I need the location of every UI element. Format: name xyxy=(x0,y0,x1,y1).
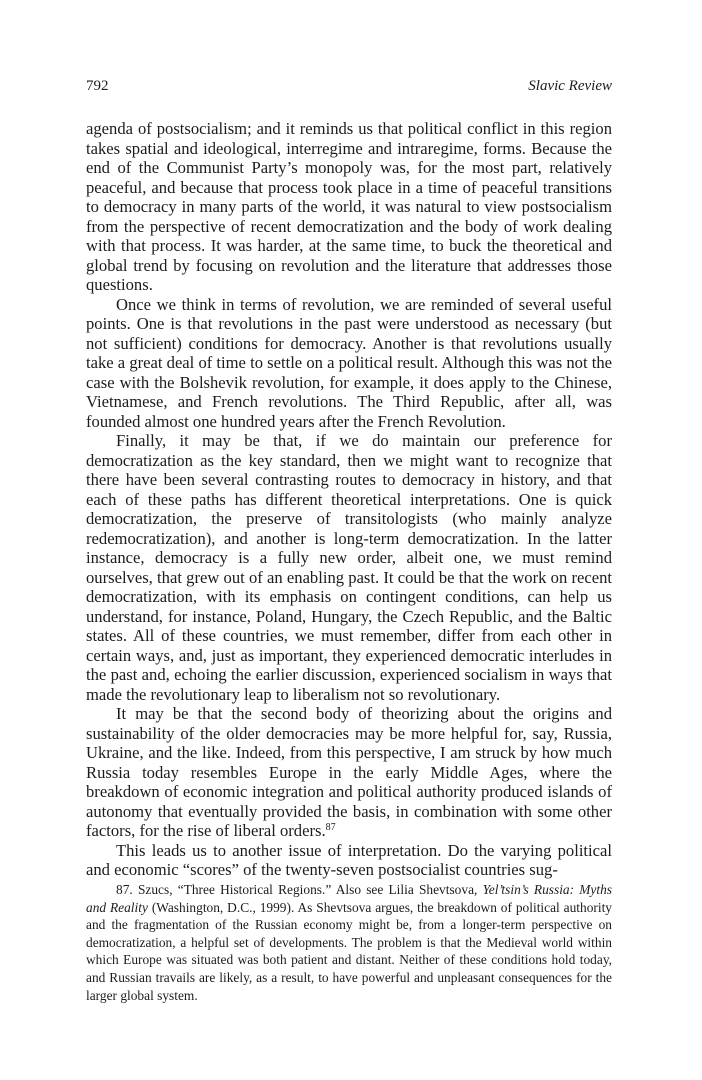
footnote-number: 87. xyxy=(116,882,133,897)
journal-title: Slavic Review xyxy=(528,78,612,94)
paragraph-5: This leads us to another issue of interpretation. Do the varying political and economic “scores” of the twenty-seven postsocialist countries sug- xyxy=(86,840,612,879)
footnote-book-title: Yel’tsin’s Russia: Myths and Reality xyxy=(86,882,612,915)
paragraph-2: Once we think in terms of revolution, we are reminded of several useful points. One is that revolutions in the past were understood as necessary (but not sufficient) conditions for democracy. Another is that revolutions usually take a great deal of time to settle on a political result. Although this was not the case with the Bolshevik revolution, for example, it does apply to the Chinese, Vietnamese, and French revolutions. The Third Republic, after all, was founded almost one hundred years after the French Revolution. xyxy=(86,294,612,431)
footnote-text-lead: Szucs, “Three Historical Regions.” Also see Lilia Shevtsova, xyxy=(137,882,478,897)
page-number: 792 xyxy=(86,78,109,94)
paragraph-3: Finally, it may be that, if we do maintain our preference for democratization as the key standard, then we might want to recognize that there have been several contrasting routes to democracy in history, and that each of these paths has different theoretical interpretations. One is quick democratization, the preserve of transitologists (who mainly analyze redemocratization), and another is long-term democratization. In the latter instance, democracy is a fully new order, albeit one, we must remind ourselves, that grew out of an enabling past. It could be that the work on recent democratization, with its emphasis on contingent conditions, can help us understand, for instance, Poland, Hungary, the Czech Republic, and the Baltic states. All of these countries, we must remember, differ from each other in certain ways, and, just as important, they experienced democratic interludes in the past and, echoing the earlier discussion, experienced socialism in ways that made the revolutionary leap to liberalism not so revolutionary. xyxy=(86,431,612,704)
running-header xyxy=(86,78,612,100)
footnote-87 xyxy=(86,881,612,1004)
footnote-reference: 87 xyxy=(325,822,336,833)
footnote-text-rest: (Washington, D.C., 1999). As Shevtsova argues, the breakdown of political authority and the fragmentation of the Russian economy might be, from a longer-term perspective on democratization, a helpful set of developments. The problem is that the Medieval world within which Europe was situated was both patient and distant. Neither of these conditions hold today, and Russian travails are likely, as a result, to have powerful and unpleasant consequences for the larger global system. xyxy=(86,899,612,1003)
paragraph-4 xyxy=(86,704,612,841)
paragraph-4-text: It may be that the second body of theorizing about the origins and sustainability of the older democracies may be more helpful for, say, Russia, Ukraine, and the like. Indeed, from this perspective, I am struck by how much Russia today resembles Europe in the early Middle Ages, where the breakdown of economic integration and political authority produced islands of autonomy that eventually provided the basis, in combination with some other factors, for the rise of liberal orders. xyxy=(86,704,612,840)
footnotes xyxy=(86,881,612,1004)
article-body xyxy=(86,119,612,880)
paragraph-1: agenda of postsocialism; and it reminds us that political conflict in this region takes spatial and ideological, interregime and intraregime, forms. Because the end of the Communist Party’s monopoly was, for the most part, relatively peaceful, and because that process took place in a time of peaceful transitions to democracy in many parts of the world, it was natural to view postsocialism from the perspective of recent democratization and the body of work dealing with that process. It was harder, at the same time, to buck the theoretical and global trend by focusing on revolution and the literature that addresses those questions. xyxy=(86,119,612,294)
